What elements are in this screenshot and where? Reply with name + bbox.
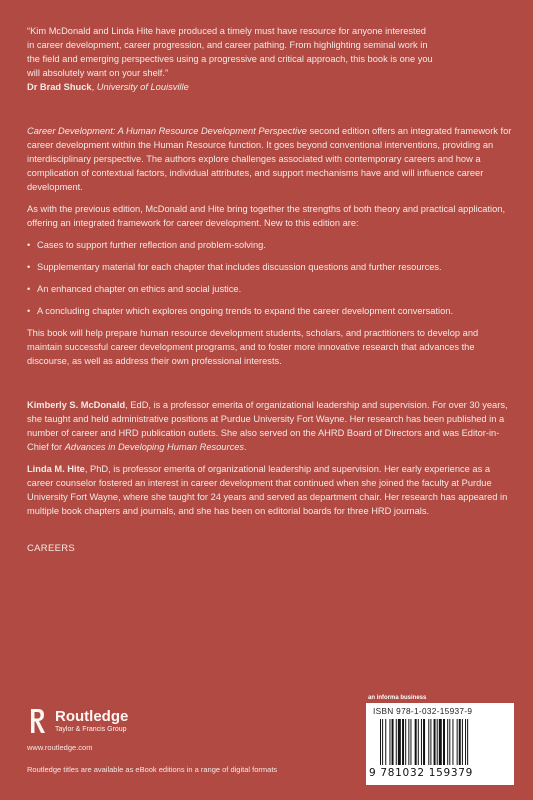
barcode-bar <box>389 719 390 765</box>
publisher-url[interactable]: www.routledge.com <box>27 743 93 752</box>
intro-text: second edition offers an integrated framework for career development within the Human Resource function. It goes beyond conventional interventions, providing an interdisciplinary perspective. The authors explore challenges associated with contemporary careers and how a complication of contextual factors, individual attributes, and support mechanisms have and will influence career development. <box>27 126 512 192</box>
ebook-note: Routledge titles are available as eBook editions in a range of digital formats <box>27 765 278 774</box>
publisher-logo <box>27 706 128 736</box>
author-name: Kimberly S. McDonald <box>27 400 126 410</box>
barcode-bar <box>396 719 397 765</box>
barcode-bar <box>462 719 463 765</box>
barcode-bar <box>459 719 461 765</box>
barcode-bar <box>418 719 419 765</box>
list-item: • Cases to support further reflection and problem-solving. <box>27 238 512 252</box>
back-cover-text <box>27 24 512 556</box>
barcode-bar <box>428 719 429 765</box>
barcode-bar <box>392 719 394 765</box>
barcode-bar <box>385 719 386 765</box>
isbn-barcode-block <box>366 703 514 785</box>
book-title: Career Development: A Human Resource Development Perspective <box>27 126 307 136</box>
bio-end: . <box>244 442 247 452</box>
barcode-bar <box>467 719 468 765</box>
bio-text: , EdD, is a professor emerita of organizational leadership and supervision. For over 30 years, she taught and held administrative positions at Purdue University Fort Wayne. Her research has been published in a number of career and HRD publication outlets. She also served on the AHRD Board of Directors and was Editor-in-Chief for <box>27 400 508 452</box>
publisher-group: Taylor & Francis Group <box>55 725 127 733</box>
barcode-bar <box>421 719 422 765</box>
edition-paragraph: As with the previous edition, McDonald and Hite bring together the strengths of both theory and practical application, offering an integrated framework for career development. New to this edition are: <box>27 204 506 228</box>
subject-category: CAREERS <box>27 543 76 554</box>
quote-line: will absolutely want on your shelf.” <box>27 68 169 78</box>
barcode-bar <box>434 719 436 765</box>
barcode-bar <box>447 719 448 765</box>
bio-text: , PhD, is professor emerita of organizational leadership and supervision. Her early experience as a career counselor fostered an interest in career development that continued when she joined the faculty at Purdue University Fort Wayne, where she taught for 24 years and served as department chair. Her research has appeared in multiple book chapters and journals, and she has been on editorial boards for three HRD journals. <box>27 464 508 516</box>
informa-label: an informa business <box>368 695 427 701</box>
list-item: • A concluding chapter which explores ongoing trends to expand the career development conversation. <box>27 304 512 318</box>
quote-line: “Kim McDonald and Linda Hite have produced a timely must have resource for anyone interested <box>27 26 426 36</box>
barcode-bar <box>449 719 450 765</box>
isbn-number: ISBN 978-1-032-15937-9 <box>373 706 473 716</box>
barcode-bar <box>382 719 383 765</box>
barcode-bar <box>410 719 411 765</box>
intro-paragraph <box>27 124 512 194</box>
barcode-bar <box>423 719 425 765</box>
barcode-bar <box>402 719 404 765</box>
barcode-bar <box>465 719 466 765</box>
quote-affiliation: University of Louisville <box>96 82 189 92</box>
barcode-bar <box>452 719 453 765</box>
bio-hite <box>27 462 512 518</box>
closing-paragraph: This book will help prepare human resource development students, scholars, and practitioners to develop and maintain successful career development programs, and to foster more innovative research that advances the discourse, as well as address their own professional interests. <box>27 328 479 366</box>
barcode-bar <box>437 719 438 765</box>
barcode-bar <box>457 719 458 765</box>
barcode-bar <box>405 719 406 765</box>
list-item: • An enhanced chapter on ethics and social justice. <box>27 282 512 296</box>
endorsement-quote <box>27 24 512 94</box>
routledge-r-logo-icon <box>27 706 49 736</box>
barcode-bar <box>398 719 401 765</box>
publisher-name: Routledge <box>55 707 129 725</box>
publisher-names <box>55 709 128 734</box>
barcode-bar <box>380 719 381 765</box>
bio-mcdonald <box>27 398 512 454</box>
quote-byline: Dr Brad Shuck, University of Louisville <box>27 82 189 92</box>
journal-title: Advances in Developing Human Resources <box>64 442 245 452</box>
barcode-bar <box>415 719 417 765</box>
barcode-image <box>380 719 508 769</box>
barcode-bar <box>430 719 431 765</box>
quote-author: Dr Brad Shuck <box>27 82 92 92</box>
barcode-digits: 9 781032 159379 <box>369 767 474 779</box>
barcode-bar <box>408 719 409 765</box>
new-features-list <box>27 238 512 318</box>
quote-line: in career development, career progression, and career pathing. From highlighting seminal work in <box>27 40 428 50</box>
list-item: • Supplementary material for each chapter that includes discussion questions and further resources. <box>27 260 512 274</box>
barcode-bar <box>443 719 445 765</box>
quote-line: the field and emerging perspectives using a progressive and critical approach, this book is one you <box>27 54 433 64</box>
barcode-bar <box>439 719 442 765</box>
author-name: Linda M. Hite <box>27 464 85 474</box>
author-bios <box>27 398 512 518</box>
